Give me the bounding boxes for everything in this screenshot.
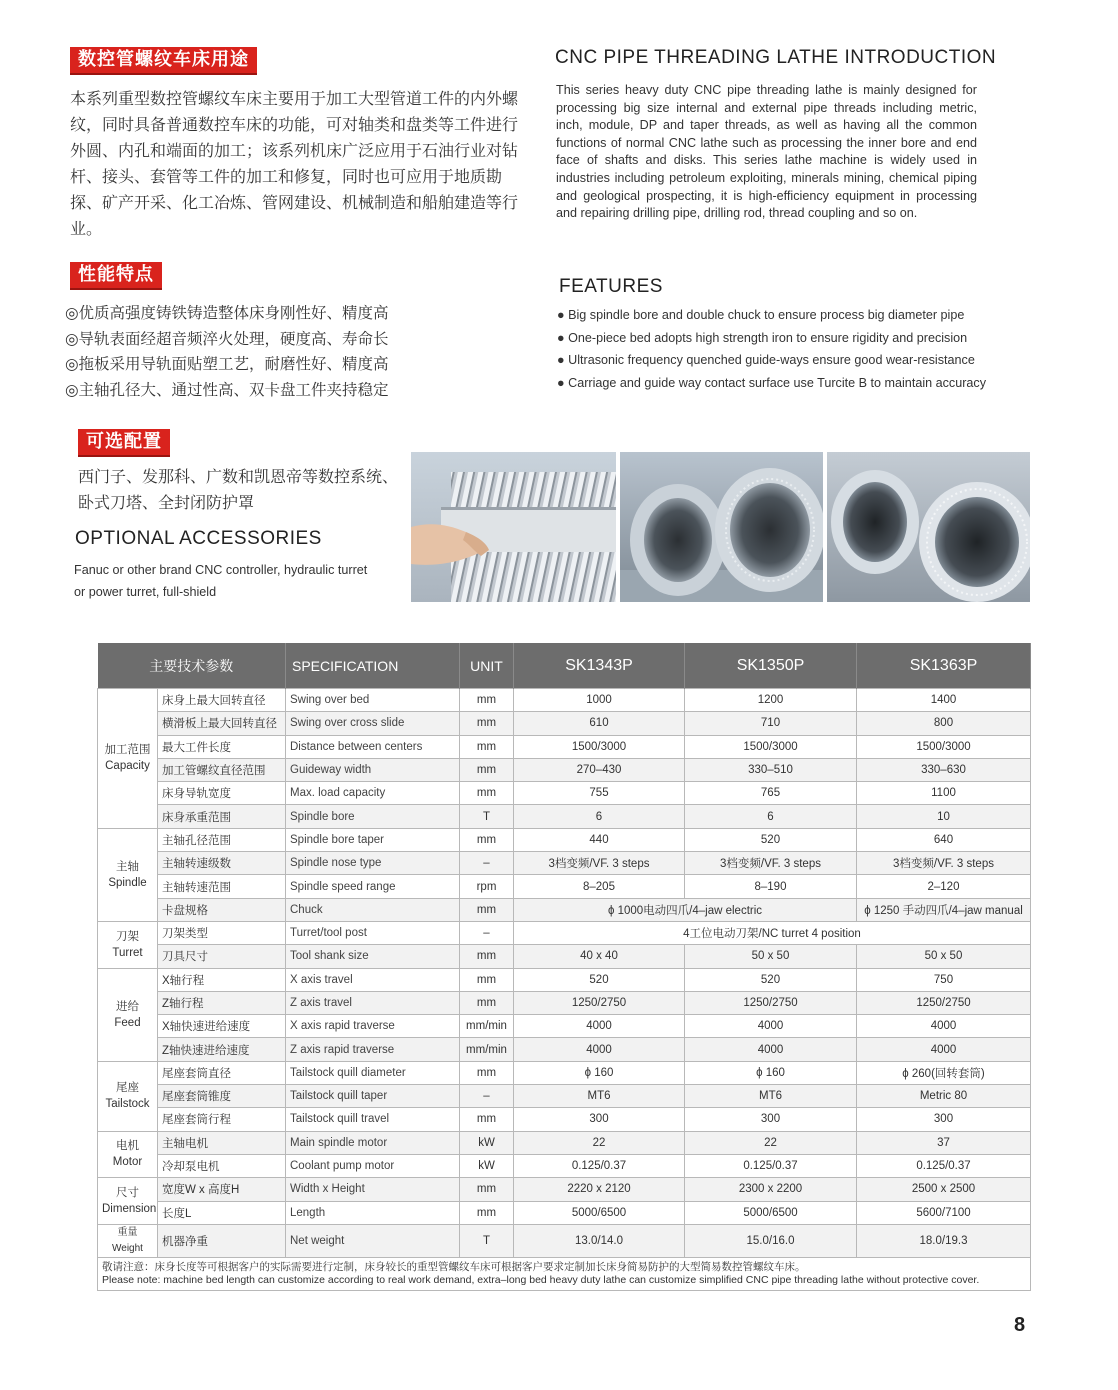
row-unit: mm	[460, 945, 514, 968]
row-value: MT6	[514, 1085, 685, 1108]
group-capacity: 加工范围 Capacity	[98, 689, 158, 829]
row-cn-label: Z轴行程	[158, 991, 286, 1014]
row-value: 2–120	[857, 875, 1031, 898]
feature-cn-item: ◎优质高强度铸铁铸造整体床身刚性好、精度高	[65, 304, 389, 322]
table-row	[98, 758, 1031, 781]
table-row	[98, 689, 1031, 712]
row-cn-label: 主轴转速范围	[158, 875, 286, 898]
row-en-label: Main spindle motor	[286, 1131, 460, 1154]
feature-cn-item: ◎主轴孔径大、通过性高、双卡盘工件夹持稳定	[65, 380, 389, 399]
optional-title: OPTIONAL ACCESSORIES	[75, 528, 322, 549]
row-value: 1000	[514, 689, 685, 712]
row-unit: mm	[460, 758, 514, 781]
row-cn-label: 宽度W x 高度H	[158, 1178, 286, 1201]
row-en-label: Spindle bore taper	[286, 828, 460, 851]
row-cn-label: 主轴孔径范围	[158, 828, 286, 851]
row-en-label: Net weight	[286, 1224, 460, 1257]
row-value: 1500/3000	[685, 735, 857, 758]
row-value: ϕ 160	[514, 1061, 685, 1084]
row-value: 440	[514, 828, 685, 851]
row-value: 755	[514, 782, 685, 805]
row-en-label: Guideway width	[286, 758, 460, 781]
table-note	[98, 1257, 1031, 1290]
row-cn-label: 床身导轨宽度	[158, 782, 286, 805]
row-value: 1400	[857, 689, 1031, 712]
row-unit: –	[460, 921, 514, 944]
row-value: 270–430	[514, 758, 685, 781]
table-note-row	[98, 1257, 1031, 1290]
table-row	[98, 1061, 1031, 1084]
row-value: 3档变频/VF. 3 steps	[857, 852, 1031, 875]
features-en-list	[557, 304, 986, 394]
table-row	[98, 1201, 1031, 1224]
table-row	[98, 782, 1031, 805]
row-value: 1250/2750	[857, 991, 1031, 1014]
group-motor: 电机 Motor	[98, 1131, 158, 1178]
row-value: 800	[857, 712, 1031, 735]
row-en-label: Spindle speed range	[286, 875, 460, 898]
row-en-label: Coolant pump motor	[286, 1154, 460, 1177]
row-unit: mm	[460, 968, 514, 991]
row-unit: –	[460, 852, 514, 875]
row-value: 300	[685, 1108, 857, 1131]
usage-description: 本系列重型数控管螺纹车床主要用于加工大型管道工件的内外螺纹，同时具备普通数控车床的功能，可对轴类和盘类等工件进行外圆、内孔和端面的加工；该系列机床广泛应用于石油行业对钻杆、接头、套管等工件的加工和修复，同时也可应用于地质勘探、矿产开采、化工冶炼、管网建设、机械制造和船舶建造等行业。	[70, 89, 519, 238]
row-cn-label: 主轴电机	[158, 1131, 286, 1154]
row-en-label: Tailstock quill travel	[286, 1108, 460, 1131]
row-value: 6	[685, 805, 857, 828]
row-en-label: Swing over bed	[286, 689, 460, 712]
intro-title: CNC PIPE THREADING LATHE INTRODUCTION	[555, 47, 997, 68]
row-value: 5600/7100	[857, 1201, 1031, 1224]
row-value: 1100	[857, 782, 1031, 805]
feature-en-item: ● Big spindle bore and double chuck to ensure process big diameter pipe	[557, 308, 965, 322]
row-unit: mm	[460, 1178, 514, 1201]
row-cn-label: 加工管螺纹直径范围	[158, 758, 286, 781]
row-en-label: Z axis travel	[286, 991, 460, 1014]
table-row	[98, 945, 1031, 968]
row-cn-label: 尾座套筒直径	[158, 1061, 286, 1084]
table-row	[98, 1131, 1031, 1154]
row-unit: mm	[460, 712, 514, 735]
row-cn-label: 最大工件长度	[158, 735, 286, 758]
row-value: 18.0/19.3	[857, 1224, 1031, 1257]
row-value: 0.125/0.37	[514, 1154, 685, 1177]
row-en-label: Tool shank size	[286, 945, 460, 968]
table-row	[98, 898, 1031, 921]
table-row	[98, 991, 1031, 1014]
row-value: 50 x 50	[857, 945, 1031, 968]
row-value: 2220 x 2120	[514, 1178, 685, 1201]
row-value: 1250/2750	[685, 991, 857, 1014]
table-header-row	[98, 643, 1031, 689]
row-value: 22	[514, 1131, 685, 1154]
row-value: 4000	[685, 1015, 857, 1038]
row-unit: rpm	[460, 875, 514, 898]
header-specification: SPECIFICATION	[286, 643, 460, 689]
table-row	[98, 735, 1031, 758]
optional-en-line-2: or power turret, full-shield	[74, 585, 217, 599]
row-value: 710	[685, 712, 857, 735]
thread-sample-photo	[411, 452, 616, 602]
header-model-1: SK1343P	[514, 643, 685, 689]
row-value: 5000/6500	[514, 1201, 685, 1224]
group-spindle: 主轴 Spindle	[98, 828, 158, 921]
row-value: 0.125/0.37	[857, 1154, 1031, 1177]
row-unit: mm	[460, 991, 514, 1014]
group-turret: 刀架 Turret	[98, 921, 158, 968]
row-cn-label: 冷却泵电机	[158, 1154, 286, 1177]
row-cn-label: 尾座套筒行程	[158, 1108, 286, 1131]
table-row	[98, 1108, 1031, 1131]
row-value: Metric 80	[857, 1085, 1031, 1108]
row-value: 40 x 40	[514, 945, 685, 968]
table-row	[98, 805, 1031, 828]
row-unit: mm/min	[460, 1038, 514, 1061]
row-value: 1500/3000	[857, 735, 1031, 758]
row-cn-label: 长度L	[158, 1201, 286, 1224]
row-en-label: Max. load capacity	[286, 782, 460, 805]
row-value: 300	[514, 1108, 685, 1131]
row-cn-label: 床身承重范围	[158, 805, 286, 828]
table-row	[98, 875, 1031, 898]
row-value: 1200	[685, 689, 857, 712]
row-value: ϕ 1250 手动四爪/4–jaw manual	[857, 898, 1031, 921]
table-row	[98, 1085, 1031, 1108]
group-dimension: 尺寸 Dimension	[98, 1178, 158, 1225]
page-number: 8	[1014, 1314, 1026, 1336]
row-value: 8–205	[514, 875, 685, 898]
row-en-label: Tailstock quill taper	[286, 1085, 460, 1108]
row-value: 4000	[685, 1038, 857, 1061]
row-en-label: Spindle nose type	[286, 852, 460, 875]
row-en-label: X axis travel	[286, 968, 460, 991]
row-value: 4工位电动刀架/NC turret 4 position	[514, 921, 1031, 944]
row-value: 640	[857, 828, 1031, 851]
row-value: 300	[857, 1108, 1031, 1131]
row-value: 750	[857, 968, 1031, 991]
feature-cn-item: ◎拖板采用导轨面贴塑工艺，耐磨性好、精度高	[65, 355, 389, 373]
features-section-tag: 性能特点	[70, 262, 162, 290]
row-value: 3档变频/VF. 3 steps	[514, 852, 685, 875]
note-en: Please note: machine bed length can customize according to real work demand, extra–long bed heavy duty lathe can customize simplified CNC pipe threading lathe without protective cover.	[102, 1273, 980, 1286]
row-value: 50 x 50	[685, 945, 857, 968]
row-cn-label: 卡盘规格	[158, 898, 286, 921]
group-feed: 进给 Feed	[98, 968, 158, 1061]
row-value: 4000	[514, 1015, 685, 1038]
row-value: ϕ 160	[685, 1061, 857, 1084]
note-cn: 敬请注意：床身长度等可根据客户的实际需要进行定制，床身较长的重型管螺纹车床可根据客户要求定制加长床身简易防护的大型简易数控管螺纹车床。	[102, 1260, 806, 1273]
group-weight: 重量 Weight	[98, 1224, 158, 1257]
table-row	[98, 921, 1031, 944]
row-value: 1500/3000	[514, 735, 685, 758]
row-value: 10	[857, 805, 1031, 828]
table-row	[98, 1224, 1031, 1257]
row-en-label: Z axis rapid traverse	[286, 1038, 460, 1061]
row-unit: mm	[460, 898, 514, 921]
row-value: 4000	[857, 1038, 1031, 1061]
row-value: 610	[514, 712, 685, 735]
row-value: 13.0/14.0	[514, 1224, 685, 1257]
group-tailstock: 尾座 Tailstock	[98, 1061, 158, 1131]
header-model-2: SK1350P	[685, 643, 857, 689]
row-value: 2500 x 2500	[857, 1178, 1031, 1201]
row-cn-label: X轴行程	[158, 968, 286, 991]
features-cn-list	[65, 301, 389, 403]
row-value: 5000/6500	[685, 1201, 857, 1224]
row-unit: mm	[460, 689, 514, 712]
table-row	[98, 712, 1031, 735]
row-cn-label: X轴快速进给速度	[158, 1015, 286, 1038]
row-en-label: Length	[286, 1201, 460, 1224]
row-en-label: X axis rapid traverse	[286, 1015, 460, 1038]
optional-cn-line-2: 卧式刀塔、全封闭防护罩	[78, 493, 255, 512]
row-value: 8–190	[685, 875, 857, 898]
row-unit: –	[460, 1085, 514, 1108]
optional-section-tag: 可选配置	[78, 429, 170, 457]
table-row	[98, 828, 1031, 851]
row-unit: mm	[460, 1061, 514, 1084]
row-value: 4000	[857, 1015, 1031, 1038]
feature-en-item: ● Ultrasonic frequency quenched guide-ways ensure good wear-resistance	[557, 353, 975, 367]
row-en-label: Distance between centers	[286, 735, 460, 758]
header-model-3: SK1363P	[857, 643, 1031, 689]
row-cn-label: 刀具尺寸	[158, 945, 286, 968]
specification-table	[97, 643, 1031, 1291]
row-unit: mm/min	[460, 1015, 514, 1038]
row-value: 4000	[514, 1038, 685, 1061]
row-value: ϕ 1000电动四爪/4–jaw electric	[514, 898, 857, 921]
row-value: 15.0/16.0	[685, 1224, 857, 1257]
features-title: FEATURES	[559, 276, 663, 297]
feature-en-item: ● Carriage and guide way contact surface use Turcite B to maintain accuracy	[557, 375, 987, 390]
row-en-label: Tailstock quill diameter	[286, 1061, 460, 1084]
feature-cn-item: ◎导轨表面经超音频淬火处理，硬度高、寿命长	[65, 329, 389, 348]
row-unit: mm	[460, 735, 514, 758]
row-value: 3档变频/VF. 3 steps	[685, 852, 857, 875]
table-row	[98, 1015, 1031, 1038]
row-en-label: Swing over cross slide	[286, 712, 460, 735]
row-value: 330–630	[857, 758, 1031, 781]
row-cn-label: 床身上最大回转直径	[158, 689, 286, 712]
row-value: 6	[514, 805, 685, 828]
optional-en-line-1: Fanuc or other brand CNC controller, hydraulic turret	[74, 563, 368, 577]
row-value: ϕ 260(回转套筒)	[857, 1061, 1031, 1084]
row-value: MT6	[685, 1085, 857, 1108]
row-cn-label: 刀架类型	[158, 921, 286, 944]
row-unit: mm	[460, 1108, 514, 1131]
table-row	[98, 1038, 1031, 1061]
row-unit: mm	[460, 1201, 514, 1224]
row-unit: kW	[460, 1131, 514, 1154]
row-cn-label: 尾座套筒锥度	[158, 1085, 286, 1108]
header-unit: UNIT	[460, 643, 514, 689]
table-row	[98, 1154, 1031, 1177]
row-cn-label: Z轴快速进给速度	[158, 1038, 286, 1061]
row-cn-label: 横滑板上最大回转直径	[158, 712, 286, 735]
row-value: 22	[685, 1131, 857, 1154]
table-row	[98, 968, 1031, 991]
feature-en-item: ● One-piece bed adopts high strength iron to ensure rigidity and precision	[557, 330, 968, 345]
row-unit: T	[460, 1224, 514, 1257]
row-cn-label: 主轴转速级数	[158, 852, 286, 875]
row-value: 520	[514, 968, 685, 991]
table-row	[98, 852, 1031, 875]
row-value: 520	[685, 828, 857, 851]
row-en-label: Width x Height	[286, 1178, 460, 1201]
pipe-ends-photo	[827, 452, 1030, 602]
row-en-label: Spindle bore	[286, 805, 460, 828]
row-en-label: Chuck	[286, 898, 460, 921]
row-value: 330–510	[685, 758, 857, 781]
row-value: 2300 x 2200	[685, 1178, 857, 1201]
pipe-threads-photo	[620, 452, 823, 602]
row-en-label: Turret/tool post	[286, 921, 460, 944]
row-value: 1250/2750	[514, 991, 685, 1014]
row-cn-label: 机器净重	[158, 1224, 286, 1257]
row-unit: T	[460, 805, 514, 828]
row-unit: kW	[460, 1154, 514, 1177]
row-value: 520	[685, 968, 857, 991]
optional-cn-line-1: 西门子、发那科、广数和凯恩帝等数控系统、	[78, 467, 399, 486]
row-value: 765	[685, 782, 857, 805]
row-value: 37	[857, 1131, 1031, 1154]
row-unit: mm	[460, 782, 514, 805]
row-unit: mm	[460, 828, 514, 851]
header-params: 主要技术参数	[98, 643, 286, 689]
table-row	[98, 1178, 1031, 1201]
usage-section-tag: 数控管螺纹车床用途	[70, 47, 257, 75]
intro-description: This series heavy duty CNC pipe threading lathe is mainly designed for processing big size internal and external pipe threads including metric, inch, module, DP and taper threads, as well as having all the common functions of normal CNC lathe such as processing the inner bore and end face of shafts and disks. This series lathe machine is widely used in industries including petroleum exploiting, minerals mining, chemical piping and geological prospecting, it is high-efficiency equipment in processing and repairing drilling pipe, drilling rod, thread coupling and so on.	[556, 83, 977, 221]
row-value: 0.125/0.37	[685, 1154, 857, 1177]
